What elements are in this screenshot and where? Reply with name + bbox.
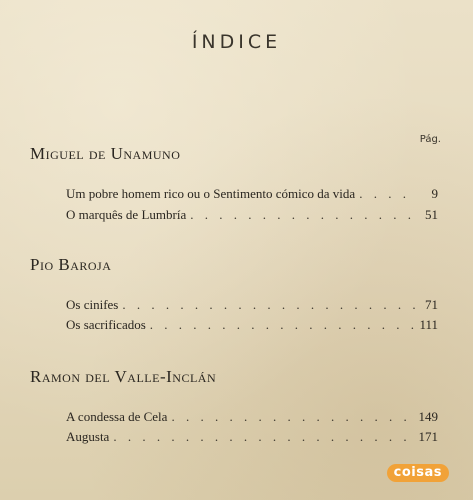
dot-leader xyxy=(122,297,416,313)
author-heading: Ramon del Valle-Inclán xyxy=(30,367,217,386)
entry-page-number: 111 xyxy=(419,317,438,332)
page-title: ÍNDICE xyxy=(191,31,282,53)
dot-leader xyxy=(171,409,414,425)
entry-title: Os cinifes xyxy=(66,297,119,312)
entry-title: A condessa de Cela xyxy=(66,409,168,424)
entry-page-number: 51 xyxy=(425,207,438,222)
toc-entry xyxy=(66,429,438,449)
toc-entry xyxy=(66,409,438,429)
toc-entry xyxy=(66,297,438,317)
dot-leader xyxy=(190,207,416,223)
entry-page-number: 71 xyxy=(425,297,438,312)
entry-title: O marquês de Lumbría xyxy=(66,207,187,222)
entry-page-number: 149 xyxy=(418,409,438,424)
page-column-label: Pág. xyxy=(419,134,441,145)
toc-entry xyxy=(66,207,438,227)
entry-title: Um pobre homem rico ou o Sentimento cómico da vida xyxy=(66,186,356,201)
dot-leader xyxy=(150,317,416,333)
watermark-logo: coisas xyxy=(387,464,449,482)
toc-entry xyxy=(66,317,438,337)
entry-page-number: 171 xyxy=(418,429,438,444)
entry-page-number: 9 xyxy=(431,186,438,201)
toc-entry xyxy=(66,186,438,206)
dot-leader xyxy=(113,429,414,445)
entry-title: Augusta xyxy=(66,429,110,444)
dot-leader xyxy=(359,186,416,202)
author-heading: Miguel de Unamuno xyxy=(30,144,181,163)
entry-title: Os sacrificados xyxy=(66,317,146,332)
author-heading: Pio Baroja xyxy=(30,255,112,274)
